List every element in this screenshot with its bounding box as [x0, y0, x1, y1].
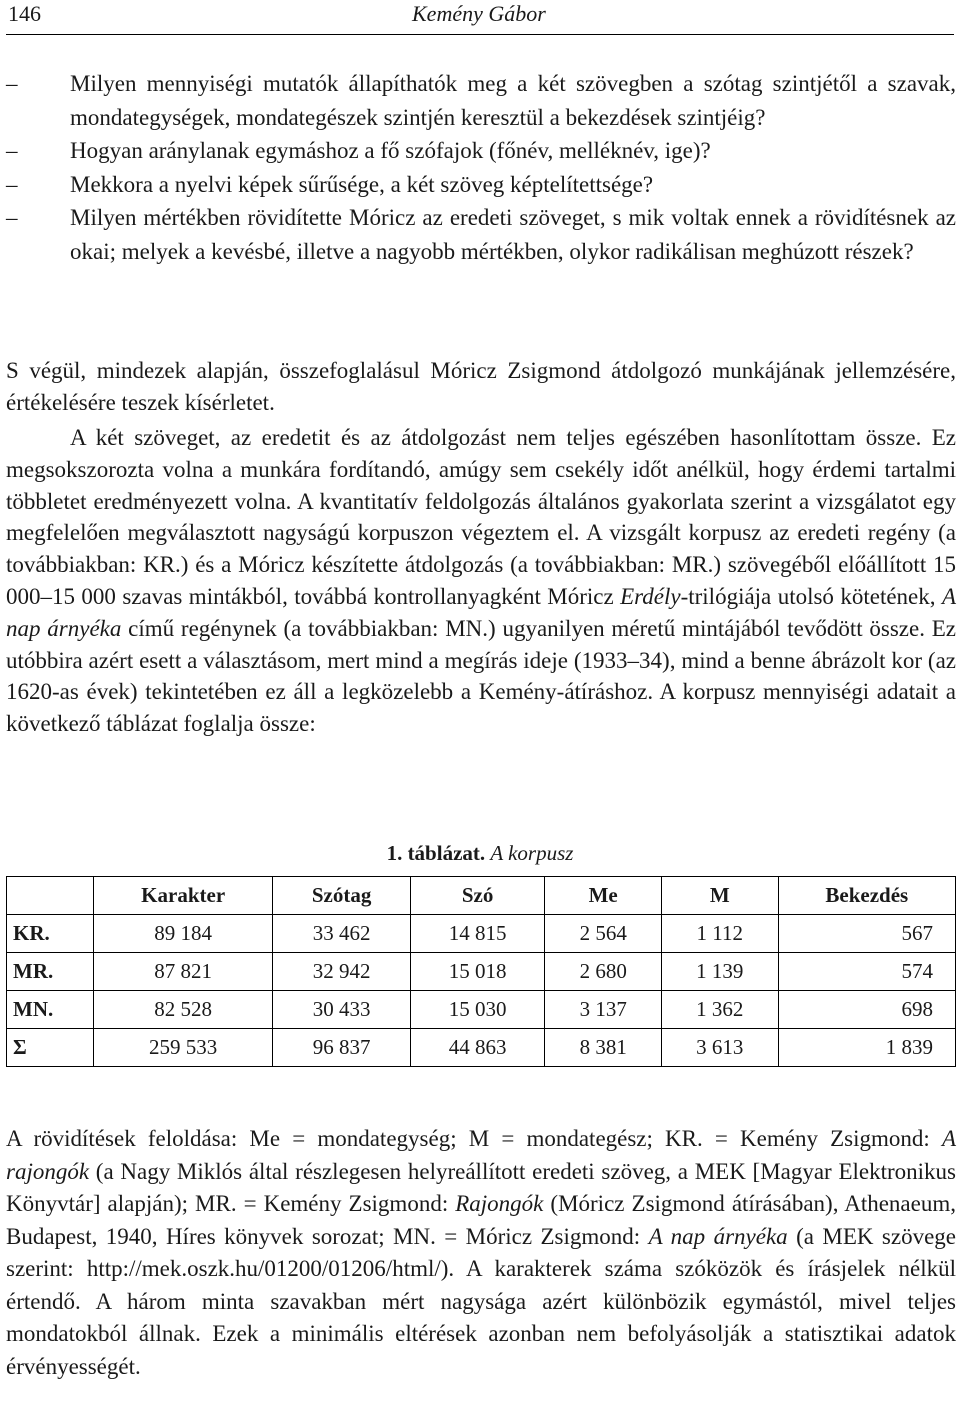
table-caption: [0, 838, 960, 868]
list-item: [6, 67, 956, 134]
italic-title: Erdély: [620, 583, 681, 609]
column-header: Karakter: [94, 877, 273, 915]
table-corner-cell: [7, 877, 94, 915]
table-cell: 30 433: [273, 991, 411, 1029]
table-cell: 567: [778, 915, 955, 953]
notes-text: (Móricz Zsigmond átírásában), Athenaeum, Budapest, 1940, Híres könyvek sorozat; MN. = Móricz Zsigmond:: [6, 1191, 956, 1249]
table-cell: 82 528: [94, 991, 273, 1029]
table-cell: 3 613: [661, 1029, 778, 1067]
paragraph-text: -trilógiája utolsó kötetének,: [680, 583, 942, 609]
page-header: [6, 0, 954, 35]
dash-marker: –: [6, 205, 18, 231]
list-item-text: Mekkora a nyelvi képek sűrűsége, a két szöveg képtelítettsége?: [70, 171, 654, 197]
column-header: Szó: [410, 877, 545, 915]
list-item: [6, 134, 956, 168]
column-header: Szótag: [273, 877, 411, 915]
corpus-table: [6, 876, 956, 1067]
table-cell: 259 533: [94, 1029, 273, 1067]
column-header: Me: [545, 877, 662, 915]
table-cell: 87 821: [94, 953, 273, 991]
table-cell: 96 837: [273, 1029, 411, 1067]
row-label: MN.: [7, 991, 94, 1029]
table-caption-number: 1. táblázat.: [386, 841, 486, 865]
italic-title: A nap árnyéka: [648, 1223, 788, 1249]
question-list: [6, 67, 956, 269]
table-cell: 698: [778, 991, 955, 1029]
row-label: MR.: [7, 953, 94, 991]
table-row: [7, 953, 956, 991]
list-item: [6, 201, 956, 268]
table-row: [7, 915, 956, 953]
page-number: 146: [8, 1, 41, 26]
paragraph-summary: S végül, mindezek alapján, összefoglalásul Móricz Zsigmond átdolgozó munkájának jellemzésére, értékelésére teszek kísérletet.: [6, 358, 956, 415]
table-row: [7, 1029, 956, 1067]
italic-title: A nap árnyéka: [6, 583, 956, 641]
table-cell: 1 112: [661, 915, 778, 953]
table-cell: 3 137: [545, 991, 662, 1029]
table-cell: 1 362: [661, 991, 778, 1029]
table-cell: 8 381: [545, 1029, 662, 1067]
list-item-text: Milyen mértékben rövidítette Móricz az eredeti szöveget, s mik voltak ennek a rövidítésnek az okai; melyek a kevésbé, illetve a nagyobb mértékben, olykor radikálisan meghúzott részek?: [70, 205, 956, 264]
table-caption-title: A korpusz: [490, 841, 574, 865]
list-item: [6, 168, 956, 202]
paragraph-method: [6, 422, 956, 740]
table-cell: 1 139: [661, 953, 778, 991]
table-cell: 574: [778, 953, 955, 991]
notes-text: (a MEK szövege szerint: http://mek.oszk.hu/01200/01206/html/). A karakterek száma szóközök és írásjelek nélkül értendő. A három minta szavakban mért nagysága azért különbözik egymástól, mivel teljes mondatokból állnak. Ezek a minimális eltérések azonban nem befolyásolják a statisztikai adatok érvényességét.: [6, 1223, 956, 1379]
table-cell: 89 184: [94, 915, 273, 953]
notes-text: A rövidítések feloldása: Me = mondategység; M = mondategész; KR. = Kemény Zsigmond:: [6, 1126, 942, 1151]
column-header: M: [661, 877, 778, 915]
table-cell: 1 839: [778, 1029, 955, 1067]
row-label: Σ: [7, 1029, 94, 1067]
paragraph-text: című regénynek (a továbbiakban: MN.) ugyanilyen méretű mintájából tevődött össze. Ez utóbbira azért esett a választásom, mert mind a megírás ideje (1933–34), mind a benne ábrázolt kor (az 1620-as évek) tekintetében ez áll a legközelebb a Kemény-átíráshoz. A korpusz mennyiségi adatait a következő táblázat foglalja össze:: [6, 615, 956, 737]
table-cell: 2 564: [545, 915, 662, 953]
dash-marker: –: [6, 138, 18, 164]
table-cell: 33 462: [273, 915, 411, 953]
notes-text: (a Nagy Miklós által részlegesen helyreállított eredeti szöveg, a MEK [Magyar Elektronikus Könyvtár] alapján); MR. = Kemény Zsigmond:: [6, 1158, 956, 1216]
paragraph-text: A két szöveget, az eredetit és az átdolgozást nem teljes egészében hasonlítottam össze. Ez megsokszorozta volna a munkára fordítandó, amúgy sem csekély időt anélkül, hogy érdemi tartalmi többletet eredményezett volna. A kvantitatív feldolgozás általános gyakorlata szerint a vizsgálatot egy megfelelően megválasztott nagyságú korpuszon végeztem el. A vizsgált korpusz az eredeti regény (a továbbiakban: KR.) és a Móricz készítette átdolgozás (a továbbiakban: MR.) szövegéből előállított 15 000–15 000 szavas mintákból, továbbá kontrollanyagként Móricz: [6, 425, 956, 609]
running-head-author: Kemény Gábor: [412, 1, 546, 26]
list-item-text: Hogyan aránylanak egymáshoz a fő szófajok (főnév, melléknév, ige)?: [70, 138, 711, 164]
dash-marker: –: [6, 71, 18, 96]
column-header: Bekezdés: [778, 877, 955, 915]
table-cell: 44 863: [410, 1029, 545, 1067]
italic-title: Rajongók: [455, 1191, 544, 1216]
table-header-row: [7, 877, 956, 915]
table-row: [7, 991, 956, 1029]
row-label: KR.: [7, 915, 94, 953]
table-cell: 32 942: [273, 953, 411, 991]
table-cell: 15 018: [410, 953, 545, 991]
table-cell: 15 030: [410, 991, 545, 1029]
table-cell: 14 815: [410, 915, 545, 953]
dash-marker: –: [6, 171, 18, 197]
table-cell: 2 680: [545, 953, 662, 991]
list-item-text: Milyen mennyiségi mutatók állapíthatók meg a két szövegben a szótag szintjétől a szavak, mondategységek, mondategészek szintjén keresztül a bekezdések szintjéig?: [70, 71, 956, 130]
table-notes: [6, 1123, 956, 1383]
italic-title: A rajongók: [6, 1126, 956, 1184]
